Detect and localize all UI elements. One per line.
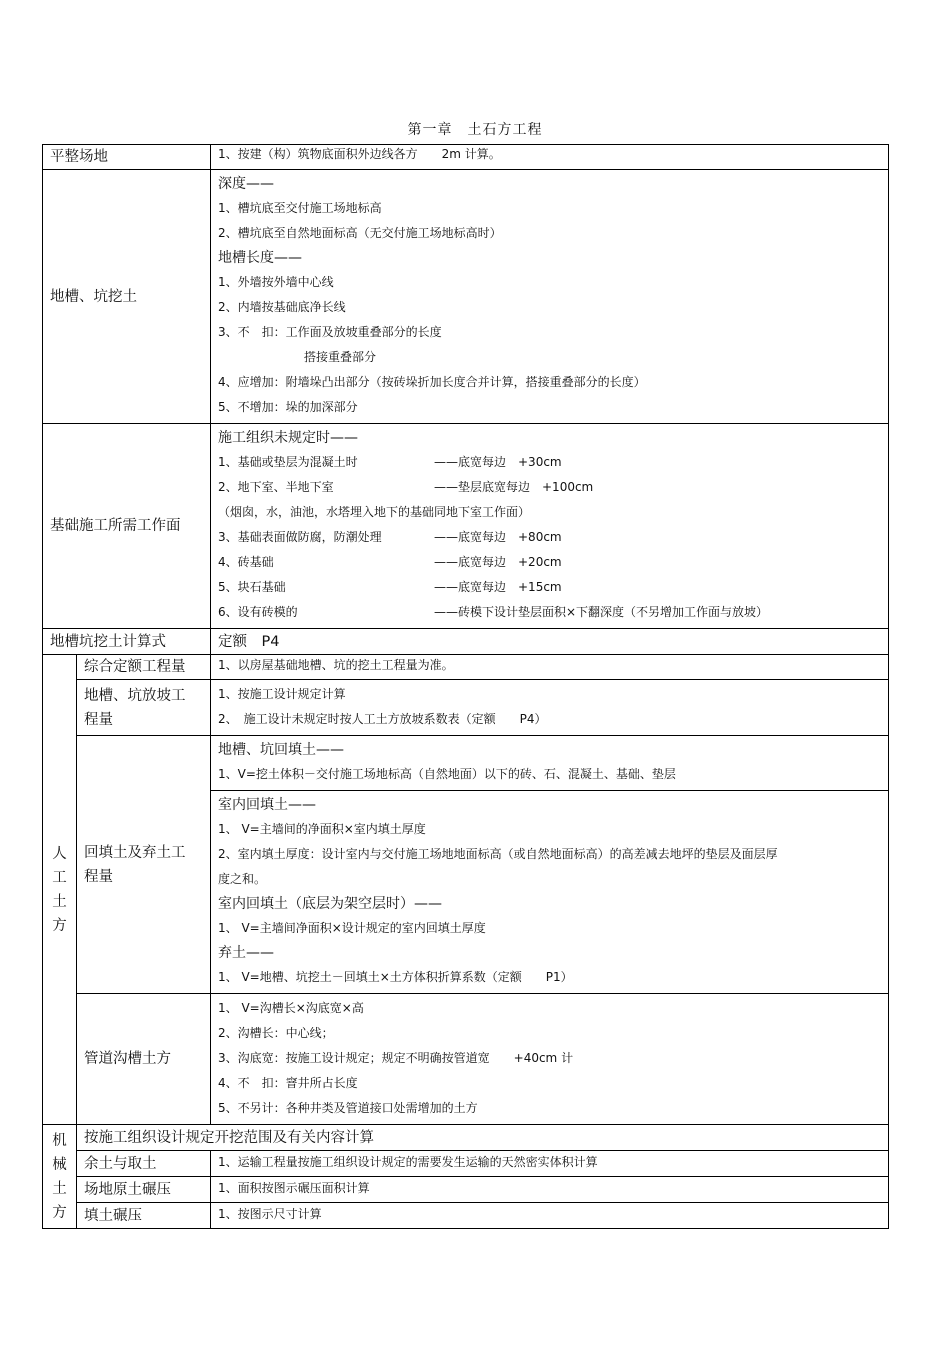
row-yutu <box>43 1151 889 1177</box>
label-huitian: 回填土及弃土工 程量 <box>77 736 211 994</box>
label-jixie: 机 械 土 方 <box>43 1125 77 1229</box>
heading-length: 地槽长度—— <box>218 250 302 266</box>
text-line: 搭接重叠部分 <box>304 350 377 364</box>
page-title: 第一章 土石方工程 <box>407 122 543 138</box>
text-line: 1、 V=沟槽长×沟底宽×高 <box>218 1001 364 1015</box>
content-jichu <box>211 424 889 629</box>
text-line: （烟囱，水，油池，水塔埋入地下的基础同地下室工作面） <box>218 505 531 519</box>
text-line: 度之和。 <box>218 872 267 886</box>
row-yuantu <box>43 1177 889 1203</box>
text-line: 1、 V=主墙间净面积×设计规定的室内回填土厚度 <box>218 921 486 935</box>
row-jixie-heading <box>43 1125 889 1151</box>
text-line: 5、块石基础 ——底宽每边 +15cm <box>218 580 562 594</box>
text-line: 4、砖基础 ——底宽每边 +20cm <box>218 555 562 569</box>
label-rengong: 人 工 土 方 <box>43 655 77 1125</box>
text-line: 1、按建（构）筑物底面积外边线各方 2m 计算。 <box>218 147 501 161</box>
row-pingzheng <box>43 145 889 170</box>
row-goucao <box>43 994 889 1125</box>
text-line: 4、应增加：附墙垛凸出部分（按砖垛折加长度合并计算，搭接重叠部分的长度） <box>218 375 646 389</box>
content-goucao <box>211 994 889 1125</box>
text-line: 2、沟槽长：中心线； <box>218 1026 334 1040</box>
heading-huitian-2b: 室内回填土（底层为架空层时）—— <box>218 896 442 912</box>
text-line: 2、 施工设计未规定时按人工土方放坡系数表（定额 P4） <box>218 712 547 726</box>
text-line: 1、按施工设计规定计算 <box>218 687 346 701</box>
row-zonghe <box>43 655 889 680</box>
text-line: 3、沟底宽：按施工设计规定；规定不明确按管道宽 +40cm 计 <box>218 1051 574 1065</box>
content-zonghe <box>211 655 889 680</box>
text-line: 3、不 扣：工作面及放坡重叠部分的长度 <box>218 325 442 339</box>
text-line: 1、运输工程量按施工组织设计规定的需要发生运输的天然密实体积计算 <box>218 1155 598 1169</box>
content-huitian-1 <box>211 736 889 791</box>
text-line: 4、不 扣：窨井所占长度 <box>218 1076 358 1090</box>
text-line: 2、内墙按基础底净长线 <box>218 300 346 314</box>
heading-jichu: 施工组织未规定时—— <box>218 430 358 446</box>
content-yutu <box>211 1151 889 1177</box>
content-huitian-2 <box>211 791 889 994</box>
text-line: 1、 V=主墙间的净面积×室内填土厚度 <box>218 822 426 836</box>
text-line: 2、槽坑底至自然地面标高（无交付施工场地标高时） <box>218 226 502 240</box>
text-line: 5、不另计：各种井类及管道接口处需增加的土方 <box>218 1101 478 1115</box>
label-tiantu: 填土碾压 <box>77 1203 211 1229</box>
text-line: 1、基础或垫层为混凝土时 ——底宽每边 +30cm <box>218 455 562 469</box>
label-jichu: 基础施工所需工作面 <box>43 424 211 629</box>
heading-depth: 深度—— <box>218 176 274 192</box>
row-tiantu <box>43 1203 889 1229</box>
row-fangpo <box>43 680 889 736</box>
text-line: 3、基础表面做防腐，防潮处理 ——底宽每边 +80cm <box>218 530 562 544</box>
label-goucao: 管道沟槽土方 <box>77 994 211 1125</box>
text-line: 1、按图示尺寸计算 <box>218 1207 322 1221</box>
label-dicao: 地槽、坑挖土 <box>43 170 211 424</box>
text-line: 2、室内填土厚度：设计室内与交付施工场地地面标高（或自然地面标高）的高差减去地坪的垫层及面层厚 <box>218 847 778 861</box>
label-yutu: 余土与取土 <box>77 1151 211 1177</box>
content-tiantu <box>211 1203 889 1229</box>
row-jisuanshi <box>43 629 889 655</box>
heading-jixie: 按施工组织设计规定开挖范围及有关内容计算 <box>77 1125 889 1151</box>
label-fangpo: 地槽、坑放坡工 程量 <box>77 680 211 736</box>
heading-huitian-1: 地槽、坑回填土—— <box>218 742 344 758</box>
content-yuantu <box>211 1177 889 1203</box>
text-line: 2、地下室、半地下室 ——垫层底宽每边 +100cm <box>218 480 594 494</box>
text-line: 5、不增加：垛的加深部分 <box>218 400 358 414</box>
quantity-rules-table <box>42 144 889 1229</box>
label-pingzheng: 平整场地 <box>43 145 211 170</box>
label-zonghe: 综合定额工程量 <box>77 655 211 680</box>
heading-huitian-2c: 弃土—— <box>218 945 274 961</box>
content-dicao <box>211 170 889 424</box>
value-jisuanshi: 定额 P4 <box>211 629 889 655</box>
text-line: 1、V=挖土体积－交付施工场地标高（自然地面）以下的砖、石、混凝土、基础、垫层 <box>218 767 676 781</box>
row-jichu <box>43 424 889 629</box>
content-pingzheng <box>211 145 889 170</box>
text-line: 1、面积按图示碾压面积计算 <box>218 1181 370 1195</box>
text-line: 1、外墙按外墙中心线 <box>218 275 334 289</box>
heading-huitian-2: 室内回填土—— <box>218 797 316 813</box>
text-line: 1、 V=地槽、坑挖土－回填土×土方体积折算系数（定额 P1） <box>218 970 573 984</box>
row-dicao <box>43 170 889 424</box>
label-yuantu: 场地原土碾压 <box>77 1177 211 1203</box>
label-jisuanshi: 地槽坑挖土计算式 <box>43 629 211 655</box>
row-huitian-1 <box>43 736 889 791</box>
text-line: 6、设有砖模的 ——砖模下设计垫层面积×下翻深度（不另增加工作面与放坡） <box>218 605 769 619</box>
text-line: 1、槽坑底至交付施工场地标高 <box>218 201 382 215</box>
text-line: 1、以房屋基础地槽、坑的挖土工程量为准。 <box>218 658 454 672</box>
content-fangpo <box>211 680 889 736</box>
